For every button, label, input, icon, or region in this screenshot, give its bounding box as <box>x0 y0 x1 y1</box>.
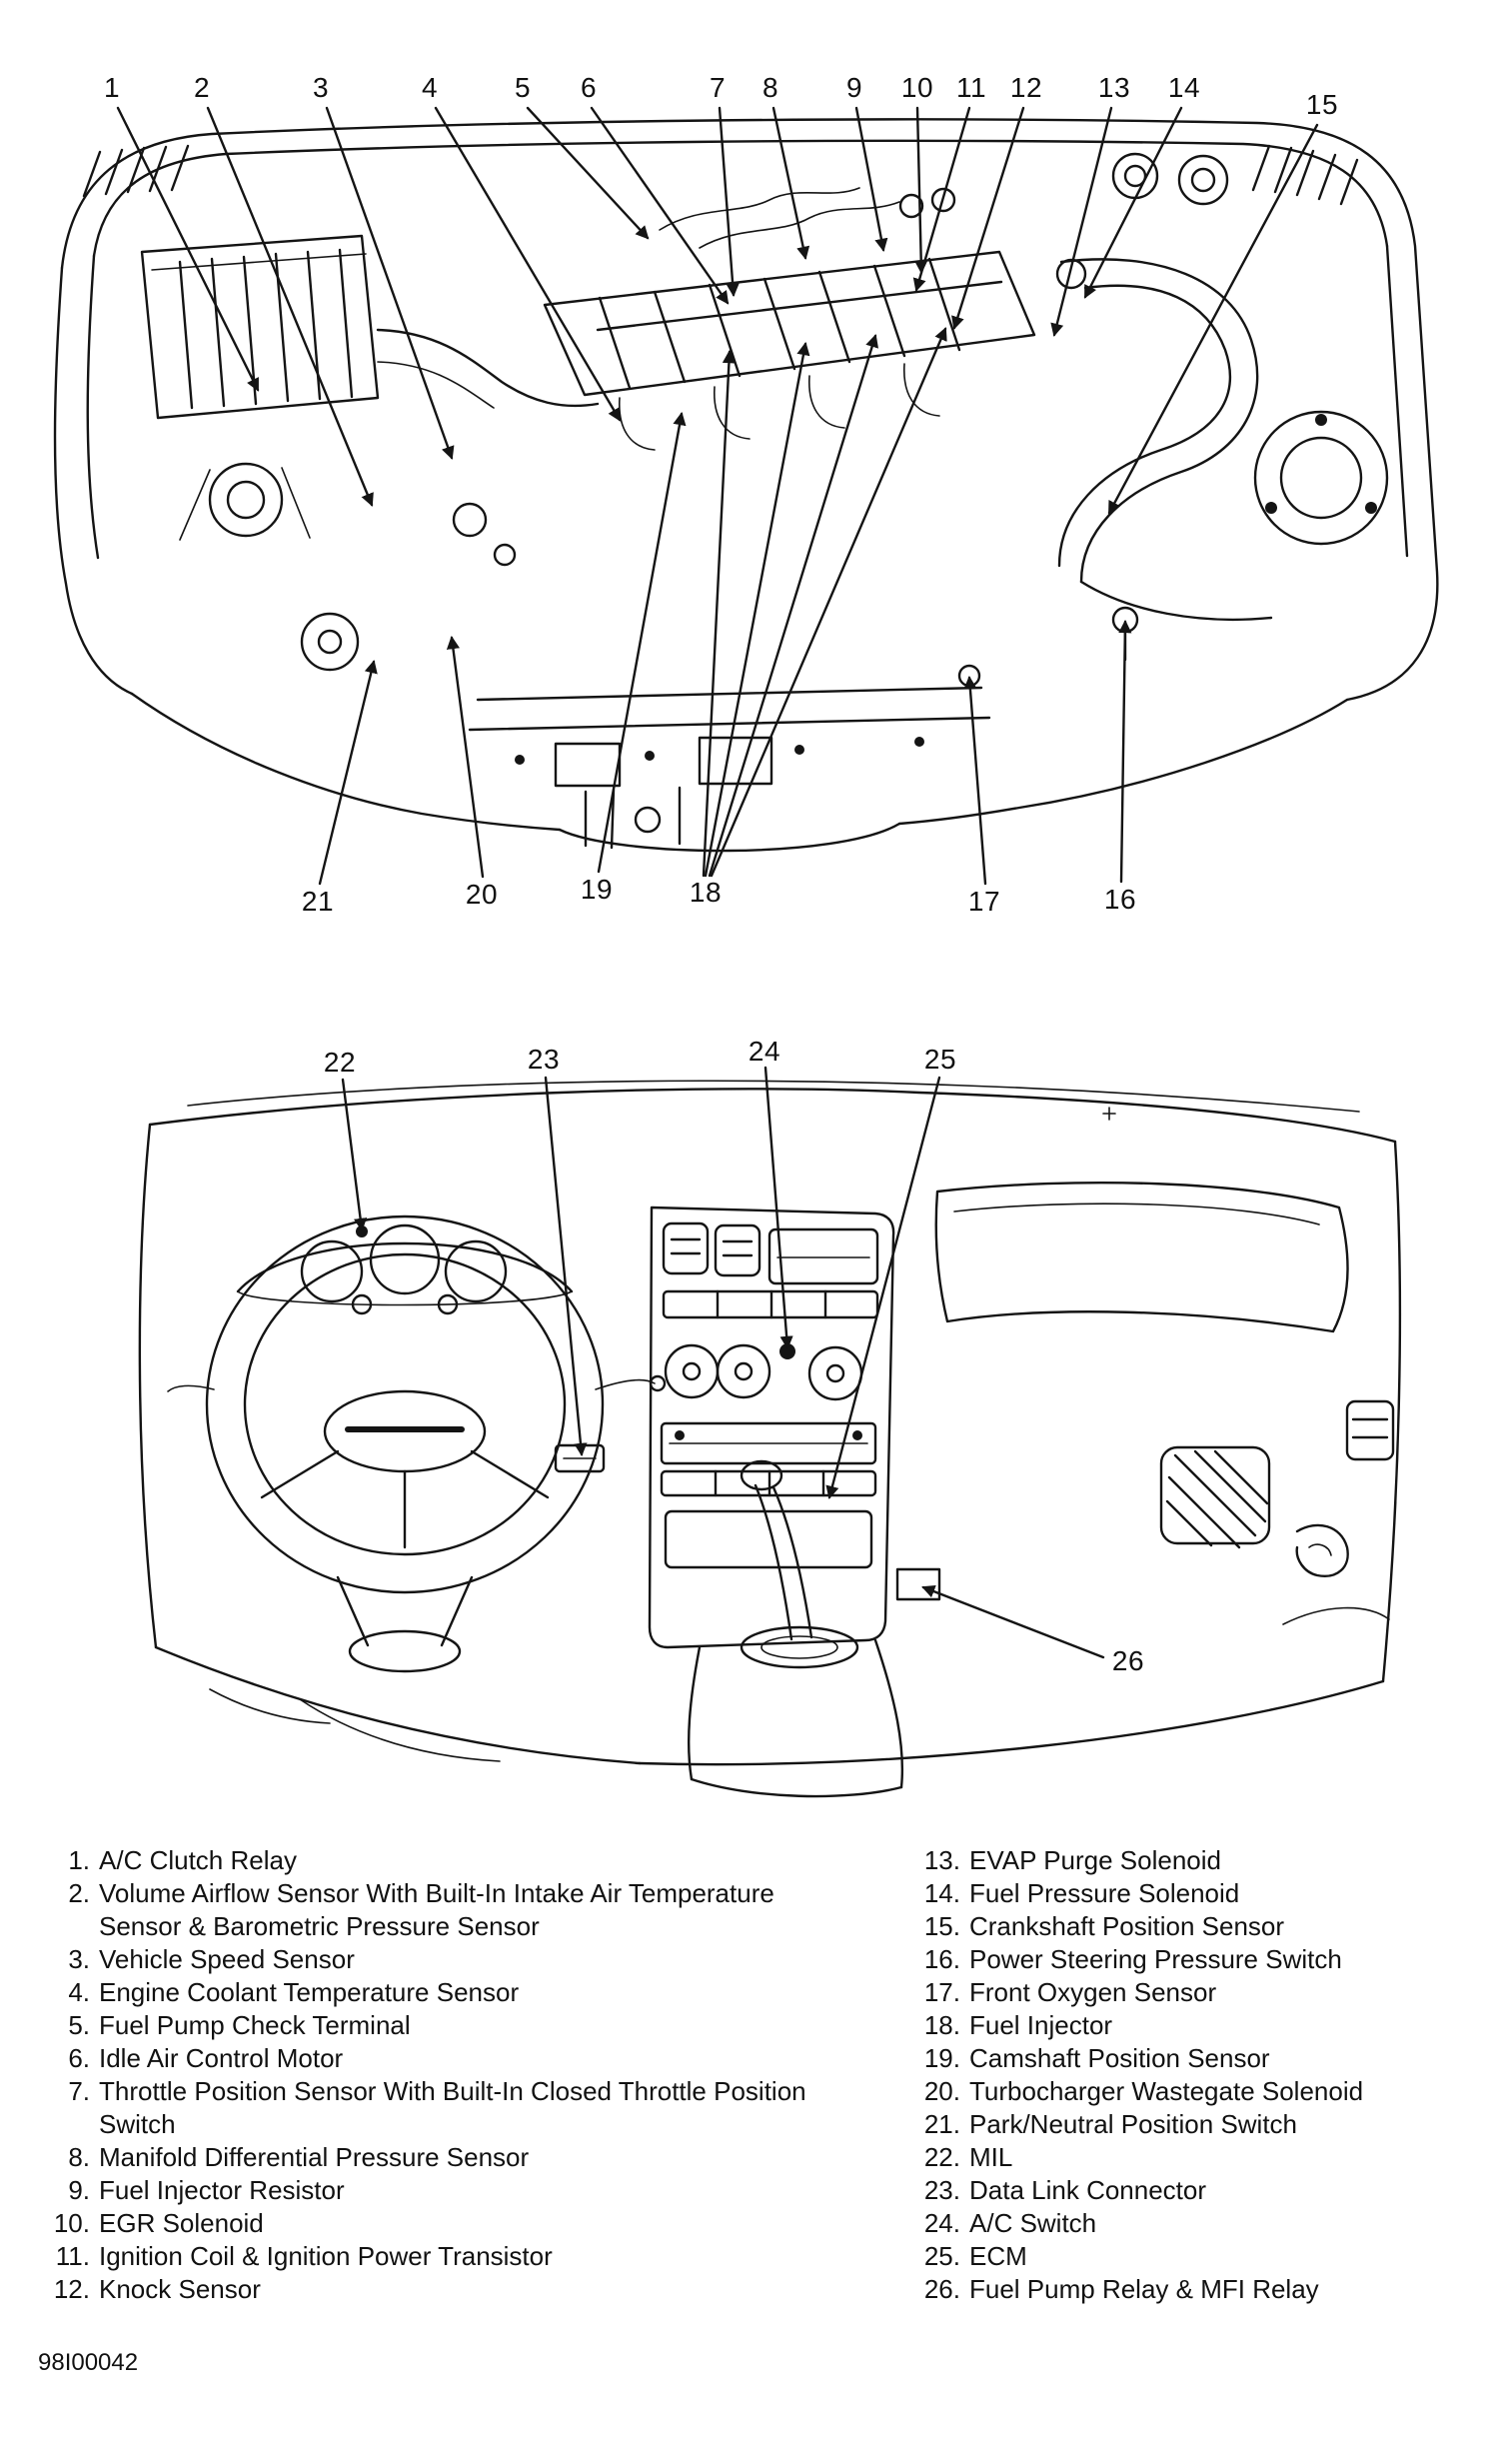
legend-item <box>904 2174 1494 2207</box>
legend-item-text: Park/Neutral Position Switch <box>969 2109 1298 2139</box>
legend-item <box>904 2240 1494 2273</box>
legend-item-text: Manifold Differential Pressure Sensor <box>99 2142 530 2172</box>
callout-number: 21 <box>301 886 335 917</box>
legend-item <box>34 2042 863 2075</box>
legend-item-text: Ignition Coil & Ignition Power Transistor <box>99 2241 553 2271</box>
callout-number: 8 <box>761 72 779 103</box>
callout-number: 24 <box>748 1036 781 1067</box>
legend-item-text: MIL <box>969 2142 1013 2172</box>
legend-item <box>34 2141 863 2174</box>
callout-number: 17 <box>967 886 1001 917</box>
legend-item-number: 19. <box>923 2043 960 2073</box>
callout-number: 23 <box>527 1044 561 1075</box>
dashboard-leader-lines <box>343 1068 1103 1657</box>
callout-number: 11 <box>955 72 987 103</box>
legend-item-text: Crankshaft Position Sensor <box>969 1911 1285 1941</box>
legend-item-number: 14. <box>923 1878 960 1908</box>
callout-number: 6 <box>580 72 598 103</box>
legend-item-number: 9. <box>68 2175 90 2205</box>
legend-item-number: 17. <box>923 1977 960 2007</box>
legend-item-number: 24. <box>923 2208 960 2238</box>
legend-item-text: EVAP Purge Solenoid <box>969 1845 1221 1875</box>
legend-item-number: 20. <box>923 2076 960 2106</box>
legend-item-text: Turbocharger Wastegate Solenoid <box>969 2076 1364 2106</box>
legend-item-number: 22. <box>923 2142 960 2172</box>
callout-number: 25 <box>923 1044 957 1075</box>
callout-number: 3 <box>312 72 330 103</box>
legend-item <box>904 2009 1494 2042</box>
legend-item <box>904 1844 1494 1877</box>
legend-item-text: Idle Air Control Motor <box>99 2043 344 2073</box>
legend-item-text: Camshaft Position Sensor <box>969 2043 1270 2073</box>
callout-number: 7 <box>709 72 727 103</box>
callout-number: 18 <box>689 877 723 908</box>
legend-right-column <box>904 1844 1494 2306</box>
legend-item <box>904 2141 1494 2174</box>
legend-item-number: 18. <box>923 2010 960 2040</box>
legend-item <box>904 2075 1494 2108</box>
legend-item-text: Throttle Position Sensor With Built-In Closed Throttle Position Switch <box>99 2076 806 2139</box>
callout-number: 14 <box>1167 72 1201 103</box>
legend-item <box>34 2273 863 2306</box>
legend-item <box>904 1943 1494 1976</box>
legend-item-text: Fuel Injector Resistor <box>99 2175 345 2205</box>
legend-item-number: 25. <box>923 2241 960 2271</box>
callout-number: 26 <box>1111 1645 1145 1676</box>
legend-item-number: 5. <box>68 2010 90 2040</box>
legend-item <box>34 2075 863 2141</box>
legend-item-text: Knock Sensor <box>99 2274 261 2304</box>
engine-leader-lines <box>118 108 1317 884</box>
legend-item-text: Engine Coolant Temperature Sensor <box>99 1977 520 2007</box>
callout-number: 4 <box>421 72 439 103</box>
legend-item-text: Volume Airflow Sensor With Built-In Intake Air Temperature Sensor & Barometric Pressure Sensor <box>99 1878 774 1941</box>
figure-code: 98I00042 <box>38 2349 139 2376</box>
legend-item-number: 26. <box>923 2274 960 2304</box>
legend-item-number: 15. <box>923 1911 960 1941</box>
legend-item <box>34 2009 863 2042</box>
legend-item <box>34 1877 863 1943</box>
callout-number: 20 <box>465 879 499 910</box>
callout-number: 22 <box>323 1047 357 1078</box>
legend-item-text: A/C Switch <box>969 2208 1097 2238</box>
legend-item <box>904 1976 1494 2009</box>
callout-number: 12 <box>1009 72 1043 103</box>
dashboard-illustration <box>140 1068 1400 1796</box>
legend-item-text: Fuel Pump Check Terminal <box>99 2010 411 2040</box>
legend-item-number: 11. <box>55 2241 90 2271</box>
callout-number: 2 <box>193 72 211 103</box>
legend-item-number: 7. <box>68 2076 90 2106</box>
legend-item-text: Front Oxygen Sensor <box>969 1977 1217 2007</box>
callout-number: 13 <box>1097 72 1131 103</box>
legend-item <box>34 2207 863 2240</box>
legend-item-number: 6. <box>68 2043 90 2073</box>
legend-item-text: EGR Solenoid <box>99 2208 264 2238</box>
legend-item <box>34 2240 863 2273</box>
legend-item-number: 23. <box>923 2175 960 2205</box>
callout-number: 19 <box>580 874 614 905</box>
legend-item-text: Data Link Connector <box>969 2175 1207 2205</box>
legend-item-number: 21. <box>923 2109 960 2139</box>
legend-item-text: ECM <box>969 2241 1027 2271</box>
legend-item-number: 3. <box>68 1944 90 1974</box>
callout-number: 15 <box>1305 89 1339 120</box>
legend-item-text: Power Steering Pressure Switch <box>969 1944 1342 1974</box>
legend-left-column <box>34 1844 863 2306</box>
legend-item-number: 4. <box>68 1977 90 2007</box>
legend-item <box>904 1910 1494 1943</box>
legend-item-number: 12. <box>53 2274 90 2304</box>
legend-item-number: 2. <box>68 1878 90 1908</box>
legend-item <box>34 1844 863 1877</box>
legend-item-number: 8. <box>68 2142 90 2172</box>
callout-number: 1 <box>103 72 121 103</box>
legend-item <box>904 1877 1494 1910</box>
legend-item-number: 13. <box>923 1845 960 1875</box>
legend-item <box>34 1976 863 2009</box>
legend-item <box>34 1943 863 1976</box>
callout-number: 10 <box>900 72 934 103</box>
legend-item-text: A/C Clutch Relay <box>99 1845 297 1875</box>
legend-item-text: Fuel Pressure Solenoid <box>969 1878 1240 1908</box>
legend-item <box>904 2108 1494 2141</box>
legend-item-text: Fuel Pump Relay & MFI Relay <box>969 2274 1319 2304</box>
callout-number: 9 <box>845 72 863 103</box>
engine-bay-illustration <box>55 108 1437 884</box>
legend-item-number: 1. <box>68 1845 90 1875</box>
legend-item-number: 10. <box>53 2208 90 2238</box>
legend-item-text: Vehicle Speed Sensor <box>99 1944 355 1974</box>
callout-number: 5 <box>514 72 532 103</box>
legend-item <box>34 2174 863 2207</box>
legend-item <box>904 2207 1494 2240</box>
legend-item <box>904 2273 1494 2306</box>
callout-number: 16 <box>1103 884 1137 915</box>
legend-item-text: Fuel Injector <box>969 2010 1113 2040</box>
legend-item <box>904 2042 1494 2075</box>
legend-item-number: 16. <box>923 1944 960 1974</box>
